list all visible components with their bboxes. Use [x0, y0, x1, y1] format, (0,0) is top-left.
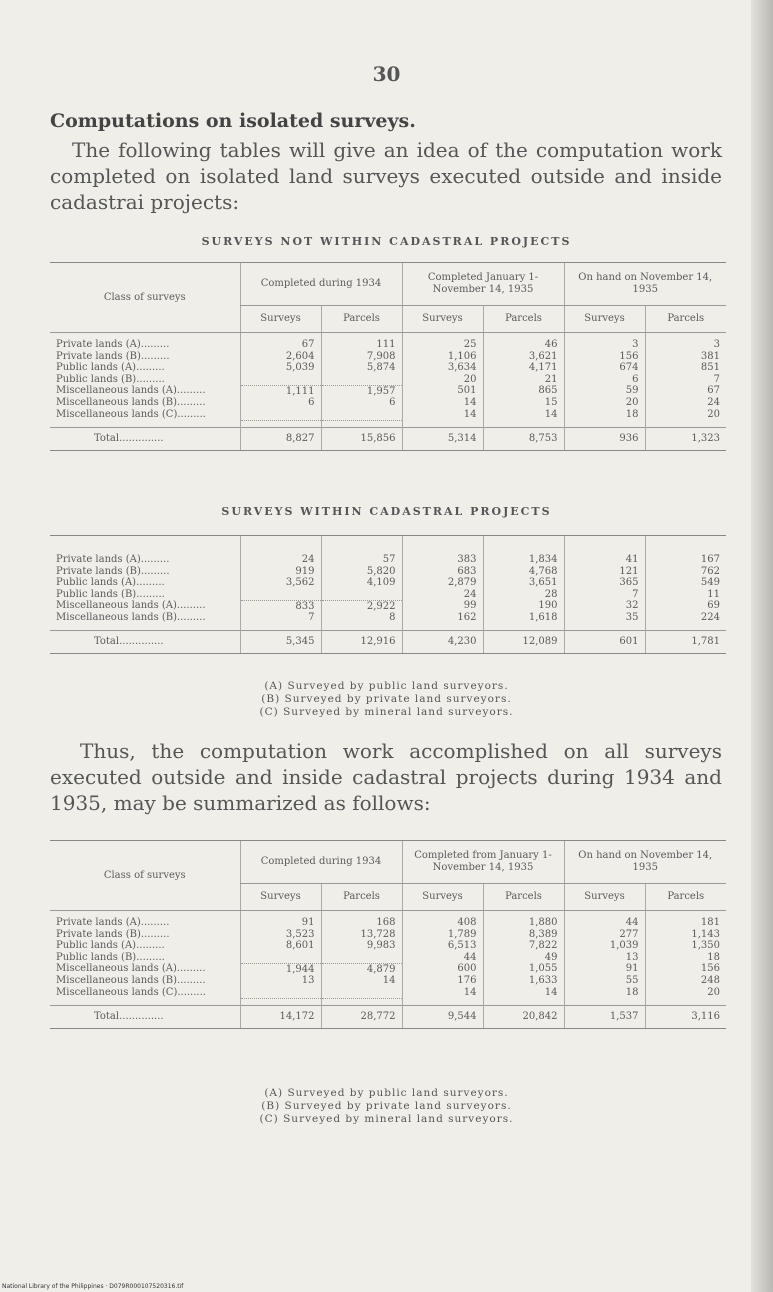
- cell-value: 46: [483, 339, 564, 351]
- cell-value: 7,908: [321, 351, 402, 363]
- row-label: Miscellaneous lands (B).........: [56, 612, 206, 623]
- table-top-rule: [564, 536, 645, 549]
- table-row: [50, 554, 726, 566]
- cell-value: 20: [564, 397, 645, 409]
- cell-value: 1,111: [240, 385, 321, 397]
- row-label: Public lands (B).........: [56, 588, 165, 600]
- table-top-rule: [50, 536, 240, 549]
- row-label: Private lands (A).........: [56, 554, 170, 565]
- cell-value: 24: [645, 397, 726, 409]
- cell-value: 1,350: [645, 940, 726, 952]
- surveys-within-cadastral-table: [50, 535, 726, 654]
- table-row: [50, 385, 726, 397]
- cell-value: 1,957: [321, 385, 402, 397]
- spacer-cell: [402, 998, 483, 1005]
- cell-value: 4,879: [321, 963, 402, 975]
- total-value: 8,753: [483, 427, 564, 450]
- cell-value: 14: [402, 397, 483, 409]
- cell-value: 2,922: [321, 600, 402, 612]
- cell-value: 277: [564, 929, 645, 941]
- spacer-cell: [50, 420, 240, 427]
- table-row: [50, 612, 726, 624]
- row-label: Miscellaneous lands (A).........: [56, 963, 206, 975]
- total-value: 14,172: [240, 1005, 321, 1028]
- cell-value: 190: [483, 600, 564, 612]
- cell-value: 3,634: [402, 362, 483, 374]
- cell-value: [321, 952, 402, 964]
- surveys-not-within-cadastral-table: [50, 262, 726, 451]
- cell-value: 408: [402, 917, 483, 929]
- cell-value: 18: [645, 952, 726, 964]
- total-value: 3,116: [645, 1005, 726, 1028]
- cell-value: 1,055: [483, 963, 564, 975]
- group-header: Completed during 1934: [240, 263, 402, 306]
- table-row: [50, 374, 726, 386]
- cell-value: 168: [321, 917, 402, 929]
- cell-value: 851: [645, 362, 726, 374]
- sub-header: Parcels: [483, 884, 564, 911]
- total-value: 5,314: [402, 427, 483, 450]
- cell-value: 176: [402, 975, 483, 987]
- cell-value: 25: [402, 339, 483, 351]
- page-number: 30: [372, 62, 401, 86]
- cell-value: 3,621: [483, 351, 564, 363]
- scan-footer: National Library of the Philippines · D079R000107520316.tif: [2, 1283, 184, 1290]
- class-of-surveys-header: Class of surveys: [50, 263, 240, 333]
- cell-value: 833: [240, 600, 321, 612]
- cell-value: 1,143: [645, 929, 726, 941]
- footnote-line: (B) Surveyed by private land surveyors.: [261, 1100, 512, 1112]
- row-label: Miscellaneous lands (B).........: [56, 975, 206, 986]
- cell-value: 3,562: [240, 577, 321, 589]
- cell-value: 41: [564, 554, 645, 566]
- cell-value: [240, 589, 321, 601]
- spacer-cell: [564, 998, 645, 1005]
- table-row: [50, 600, 726, 612]
- group-header: Completed from January 1-November 14, 1935: [402, 841, 564, 884]
- table-top-rule: [240, 536, 321, 549]
- group-header: On hand on November 14, 1935: [564, 841, 726, 884]
- cell-value: 69: [645, 600, 726, 612]
- total-value: 1,781: [645, 630, 726, 653]
- sub-header: Parcels: [321, 884, 402, 911]
- row-label: Private lands (B).........: [56, 928, 170, 940]
- table-row: [50, 397, 726, 409]
- spacer-cell: [240, 420, 321, 427]
- cell-value: 24: [240, 554, 321, 566]
- sub-header: Surveys: [240, 306, 321, 333]
- total-value: 12,916: [321, 630, 402, 653]
- total-value: 601: [564, 630, 645, 653]
- table2-caption: SURVEYS WITHIN CADASTRAL PROJECTS: [221, 505, 552, 518]
- sub-header: Surveys: [402, 884, 483, 911]
- row-label: Miscellaneous lands (C).........: [56, 408, 206, 420]
- cell-value: 14: [321, 975, 402, 987]
- table-row: [50, 577, 726, 589]
- cell-value: 683: [402, 566, 483, 578]
- cell-value: 6: [564, 374, 645, 386]
- cell-value: 224: [645, 612, 726, 624]
- spacer-cell: [645, 998, 726, 1005]
- total-label: Total..............: [50, 630, 240, 653]
- total-value: 4,230: [402, 630, 483, 653]
- cell-value: 14: [402, 987, 483, 999]
- cell-value: 4,109: [321, 577, 402, 589]
- spacer-cell: [321, 998, 402, 1005]
- spacer-cell: [240, 998, 321, 1005]
- cell-value: 5,874: [321, 362, 402, 374]
- cell-value: 8,601: [240, 940, 321, 952]
- cell-value: 35: [564, 612, 645, 624]
- cell-value: 14: [402, 409, 483, 421]
- cell-value: 1,106: [402, 351, 483, 363]
- row-label: Public lands (B).........: [56, 373, 165, 385]
- cell-value: 2,879: [402, 577, 483, 589]
- total-value: 1,537: [564, 1005, 645, 1028]
- cell-value: 5,039: [240, 362, 321, 374]
- cell-value: [240, 374, 321, 386]
- table-row: [50, 409, 726, 421]
- cell-value: 18: [564, 409, 645, 421]
- cell-value: [240, 409, 321, 421]
- sub-header: Parcels: [321, 306, 402, 333]
- cell-value: [321, 589, 402, 601]
- cell-value: 7: [564, 589, 645, 601]
- cell-value: 18: [564, 987, 645, 999]
- spacer-cell: [564, 420, 645, 427]
- table-top-rule: [483, 536, 564, 549]
- group-header: Completed during 1934: [240, 841, 402, 884]
- cell-value: 674: [564, 362, 645, 374]
- table-row: [50, 940, 726, 952]
- cell-value: 1,944: [240, 963, 321, 975]
- cell-value: 1,618: [483, 612, 564, 624]
- cell-value: 14: [483, 987, 564, 999]
- spacer-cell: [402, 420, 483, 427]
- group-header: On hand on November 14, 1935: [564, 263, 726, 306]
- cell-value: 156: [645, 963, 726, 975]
- cell-value: 111: [321, 339, 402, 351]
- cell-value: 549: [645, 577, 726, 589]
- spacer-cell: [321, 420, 402, 427]
- cell-value: 5,820: [321, 566, 402, 578]
- cell-value: 919: [240, 566, 321, 578]
- cell-value: 167: [645, 554, 726, 566]
- cell-value: 8: [321, 612, 402, 624]
- cell-value: [321, 987, 402, 999]
- cell-value: 1,880: [483, 917, 564, 929]
- total-value: 9,544: [402, 1005, 483, 1028]
- cell-value: 365: [564, 577, 645, 589]
- row-label: Miscellaneous lands (B).........: [56, 397, 206, 408]
- cell-value: 15: [483, 397, 564, 409]
- cell-value: 3,523: [240, 929, 321, 941]
- cell-value: 91: [240, 917, 321, 929]
- sub-header: Surveys: [402, 306, 483, 333]
- cell-value: 13: [564, 952, 645, 964]
- row-label: Public lands (B).........: [56, 951, 165, 963]
- cell-value: 3: [564, 339, 645, 351]
- cell-value: 7,822: [483, 940, 564, 952]
- cell-value: 7: [645, 374, 726, 386]
- cell-value: 865: [483, 385, 564, 397]
- cell-value: 32: [564, 600, 645, 612]
- row-label: Public lands (A).........: [56, 577, 165, 588]
- spacer-cell: [50, 998, 240, 1005]
- row-label: Public lands (A).........: [56, 362, 165, 373]
- cell-value: 381: [645, 351, 726, 363]
- total-value: 15,856: [321, 427, 402, 450]
- spacer-cell: [483, 420, 564, 427]
- cell-value: 44: [564, 917, 645, 929]
- table-row: [50, 351, 726, 363]
- cell-value: 3,651: [483, 577, 564, 589]
- table-row: [50, 952, 726, 964]
- table-top-rule: [402, 536, 483, 549]
- cell-value: 8,389: [483, 929, 564, 941]
- section-heading: Computations on isolated surveys.: [50, 110, 416, 132]
- cell-value: 1,633: [483, 975, 564, 987]
- sub-header: Surveys: [564, 884, 645, 911]
- total-value: 12,089: [483, 630, 564, 653]
- cell-value: 13: [240, 975, 321, 987]
- footnote-line: (A) Surveyed by public land surveyors.: [264, 680, 509, 692]
- total-value: 1,323: [645, 427, 726, 450]
- table-row: [50, 929, 726, 941]
- cell-value: 14: [483, 409, 564, 421]
- cell-value: 6,513: [402, 940, 483, 952]
- cell-value: 1,789: [402, 929, 483, 941]
- cell-value: 4,768: [483, 566, 564, 578]
- cell-value: 3: [645, 339, 726, 351]
- cell-value: 99: [402, 600, 483, 612]
- summary-table: [50, 840, 726, 1029]
- cell-value: 181: [645, 917, 726, 929]
- cell-value: 6: [240, 397, 321, 409]
- cell-value: 248: [645, 975, 726, 987]
- total-value: 936: [564, 427, 645, 450]
- group-header: Completed January 1-November 14, 1935: [402, 263, 564, 306]
- cell-value: 162: [402, 612, 483, 624]
- total-label: Total..............: [50, 1005, 240, 1028]
- total-value: 5,345: [240, 630, 321, 653]
- table-top-rule: [645, 536, 726, 549]
- cell-value: 9,983: [321, 940, 402, 952]
- class-of-surveys-header: Class of surveys: [50, 841, 240, 911]
- cell-value: 2,604: [240, 351, 321, 363]
- footnote-line: (C) Surveyed by mineral land surveyors.: [259, 1113, 514, 1125]
- total-value: 20,842: [483, 1005, 564, 1028]
- sub-header: Surveys: [564, 306, 645, 333]
- spacer-cell: [483, 998, 564, 1005]
- table-row: [50, 566, 726, 578]
- cell-value: 600: [402, 963, 483, 975]
- row-label: Private lands (B).........: [56, 350, 170, 362]
- sub-header: Parcels: [645, 884, 726, 911]
- cell-value: 13,728: [321, 929, 402, 941]
- cell-value: 501: [402, 385, 483, 397]
- cell-value: [240, 952, 321, 964]
- total-value: 8,827: [240, 427, 321, 450]
- row-label: Miscellaneous lands (A).........: [56, 385, 206, 397]
- sub-header: Surveys: [240, 884, 321, 911]
- cell-value: 91: [564, 963, 645, 975]
- table-row: [50, 987, 726, 999]
- row-label: Private lands (A).........: [56, 339, 170, 350]
- cell-value: 59: [564, 385, 645, 397]
- cell-value: 55: [564, 975, 645, 987]
- cell-value: 57: [321, 554, 402, 566]
- footnote-line: (C) Surveyed by mineral land surveyors.: [259, 706, 514, 718]
- cell-value: 6: [321, 397, 402, 409]
- table-row: [50, 917, 726, 929]
- row-label: Miscellaneous lands (A).........: [56, 600, 206, 612]
- summary-paragraph: Thus, the computation work accomplished on all surveys executed outside and inside cadastral projects during 1934 and 1935, may be summarized as follows:: [50, 739, 722, 815]
- cell-value: 67: [645, 385, 726, 397]
- table-row: [50, 339, 726, 351]
- intro-paragraph: The following tables will give an idea of the computation work completed on isolated land surveys executed outside and inside cadastrai projects:: [50, 138, 722, 214]
- footnotes-2: [0, 1087, 773, 1126]
- table-row: [50, 963, 726, 975]
- footnote-line: (B) Surveyed by private land surveyors.: [261, 693, 512, 705]
- cell-value: 4,171: [483, 362, 564, 374]
- cell-value: 24: [402, 589, 483, 601]
- table-row: [50, 589, 726, 601]
- cell-value: 7: [240, 612, 321, 624]
- cell-value: 44: [402, 952, 483, 964]
- row-label: Private lands (A).........: [56, 917, 170, 928]
- table-row: [50, 362, 726, 374]
- row-label: Private lands (B).........: [56, 565, 170, 577]
- cell-value: 21: [483, 374, 564, 386]
- cell-value: [321, 409, 402, 421]
- sub-header: Parcels: [645, 306, 726, 333]
- total-label: Total..............: [50, 427, 240, 450]
- sub-header: Parcels: [483, 306, 564, 333]
- row-label: Public lands (A).........: [56, 940, 165, 951]
- row-label: Miscellaneous lands (C).........: [56, 986, 206, 998]
- cell-value: 121: [564, 566, 645, 578]
- cell-value: 1,834: [483, 554, 564, 566]
- cell-value: 20: [645, 409, 726, 421]
- cell-value: [240, 987, 321, 999]
- spacer-cell: [645, 420, 726, 427]
- cell-value: 156: [564, 351, 645, 363]
- cell-value: [321, 374, 402, 386]
- cell-value: 762: [645, 566, 726, 578]
- footnotes-1: [0, 680, 773, 719]
- cell-value: 67: [240, 339, 321, 351]
- cell-value: 11: [645, 589, 726, 601]
- footnote-line: (A) Surveyed by public land surveyors.: [264, 1087, 509, 1099]
- cell-value: 49: [483, 952, 564, 964]
- total-value: 28,772: [321, 1005, 402, 1028]
- table-row: [50, 975, 726, 987]
- cell-value: 20: [645, 987, 726, 999]
- cell-value: 20: [402, 374, 483, 386]
- table-top-rule: [321, 536, 402, 549]
- cell-value: 28: [483, 589, 564, 601]
- table1-caption: SURVEYS NOT WITHIN CADASTRAL PROJECTS: [201, 235, 572, 248]
- cell-value: 1,039: [564, 940, 645, 952]
- cell-value: 383: [402, 554, 483, 566]
